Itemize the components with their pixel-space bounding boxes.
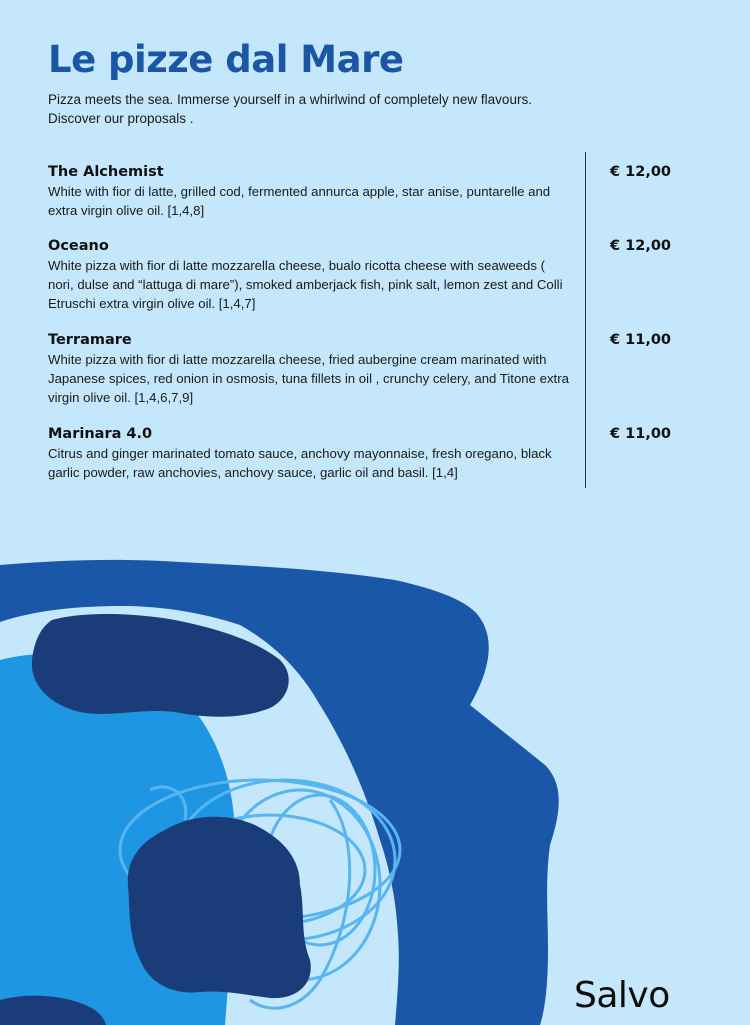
menu-item-terramare bbox=[48, 330, 688, 407]
item-price: € 12,00 bbox=[610, 238, 672, 254]
item-name: Terramare bbox=[48, 332, 132, 348]
item-name: Oceano bbox=[48, 238, 109, 254]
intro-line-1: Pizza meets the sea. Immerse yourself in a whirlwind of completely new flavours. bbox=[48, 92, 532, 107]
menu-item-the-alchemist bbox=[48, 162, 688, 220]
item-name: The Alchemist bbox=[48, 164, 164, 180]
item-description: White with fior di latte, grilled cod, fermented annurca apple, star anise, puntarelle and extra virgin olive oil. [1,4,8] bbox=[48, 184, 551, 218]
intro-line-2: Discover our proposals . bbox=[48, 111, 194, 126]
menu-item-oceano bbox=[48, 236, 688, 313]
item-price: € 11,00 bbox=[610, 426, 672, 442]
menu-intro bbox=[48, 90, 608, 128]
page-title: Le pizze dal Mare bbox=[48, 38, 404, 81]
brand-logo: Salvo bbox=[574, 975, 670, 1016]
item-description: White pizza with fior di latte mozzarella cheese, fried aubergine cream marinated with Japanese spices, red onion in osmosis, tuna fillets in oil , crunchy celery, and Titone extra virgin olive oil. [1,4,6,7,9] bbox=[48, 352, 569, 405]
item-description: White pizza with fior di latte mozzarella cheese, bualo ricotta cheese with seaweeds ( nori, dulse and “lattuga di mare”), smoked amberjack fish, pink salt, lemon zest and Colli Etruschi extra virgin olive oil. [1,4,7] bbox=[48, 258, 563, 311]
item-price: € 12,00 bbox=[610, 164, 672, 180]
item-name: Marinara 4.0 bbox=[48, 426, 153, 442]
item-price: € 11,00 bbox=[610, 332, 672, 348]
abstract-sea-illustration bbox=[0, 540, 750, 1025]
dark-blue-blob-center bbox=[128, 817, 311, 998]
item-description: Citrus and ginger marinated tomato sauce, anchovy mayonnaise, fresh oregano, black garlic powder, raw anchovies, anchovy sauce, garlic oil and basil. [1,4] bbox=[48, 446, 552, 480]
menu-item-marinara bbox=[48, 424, 688, 482]
